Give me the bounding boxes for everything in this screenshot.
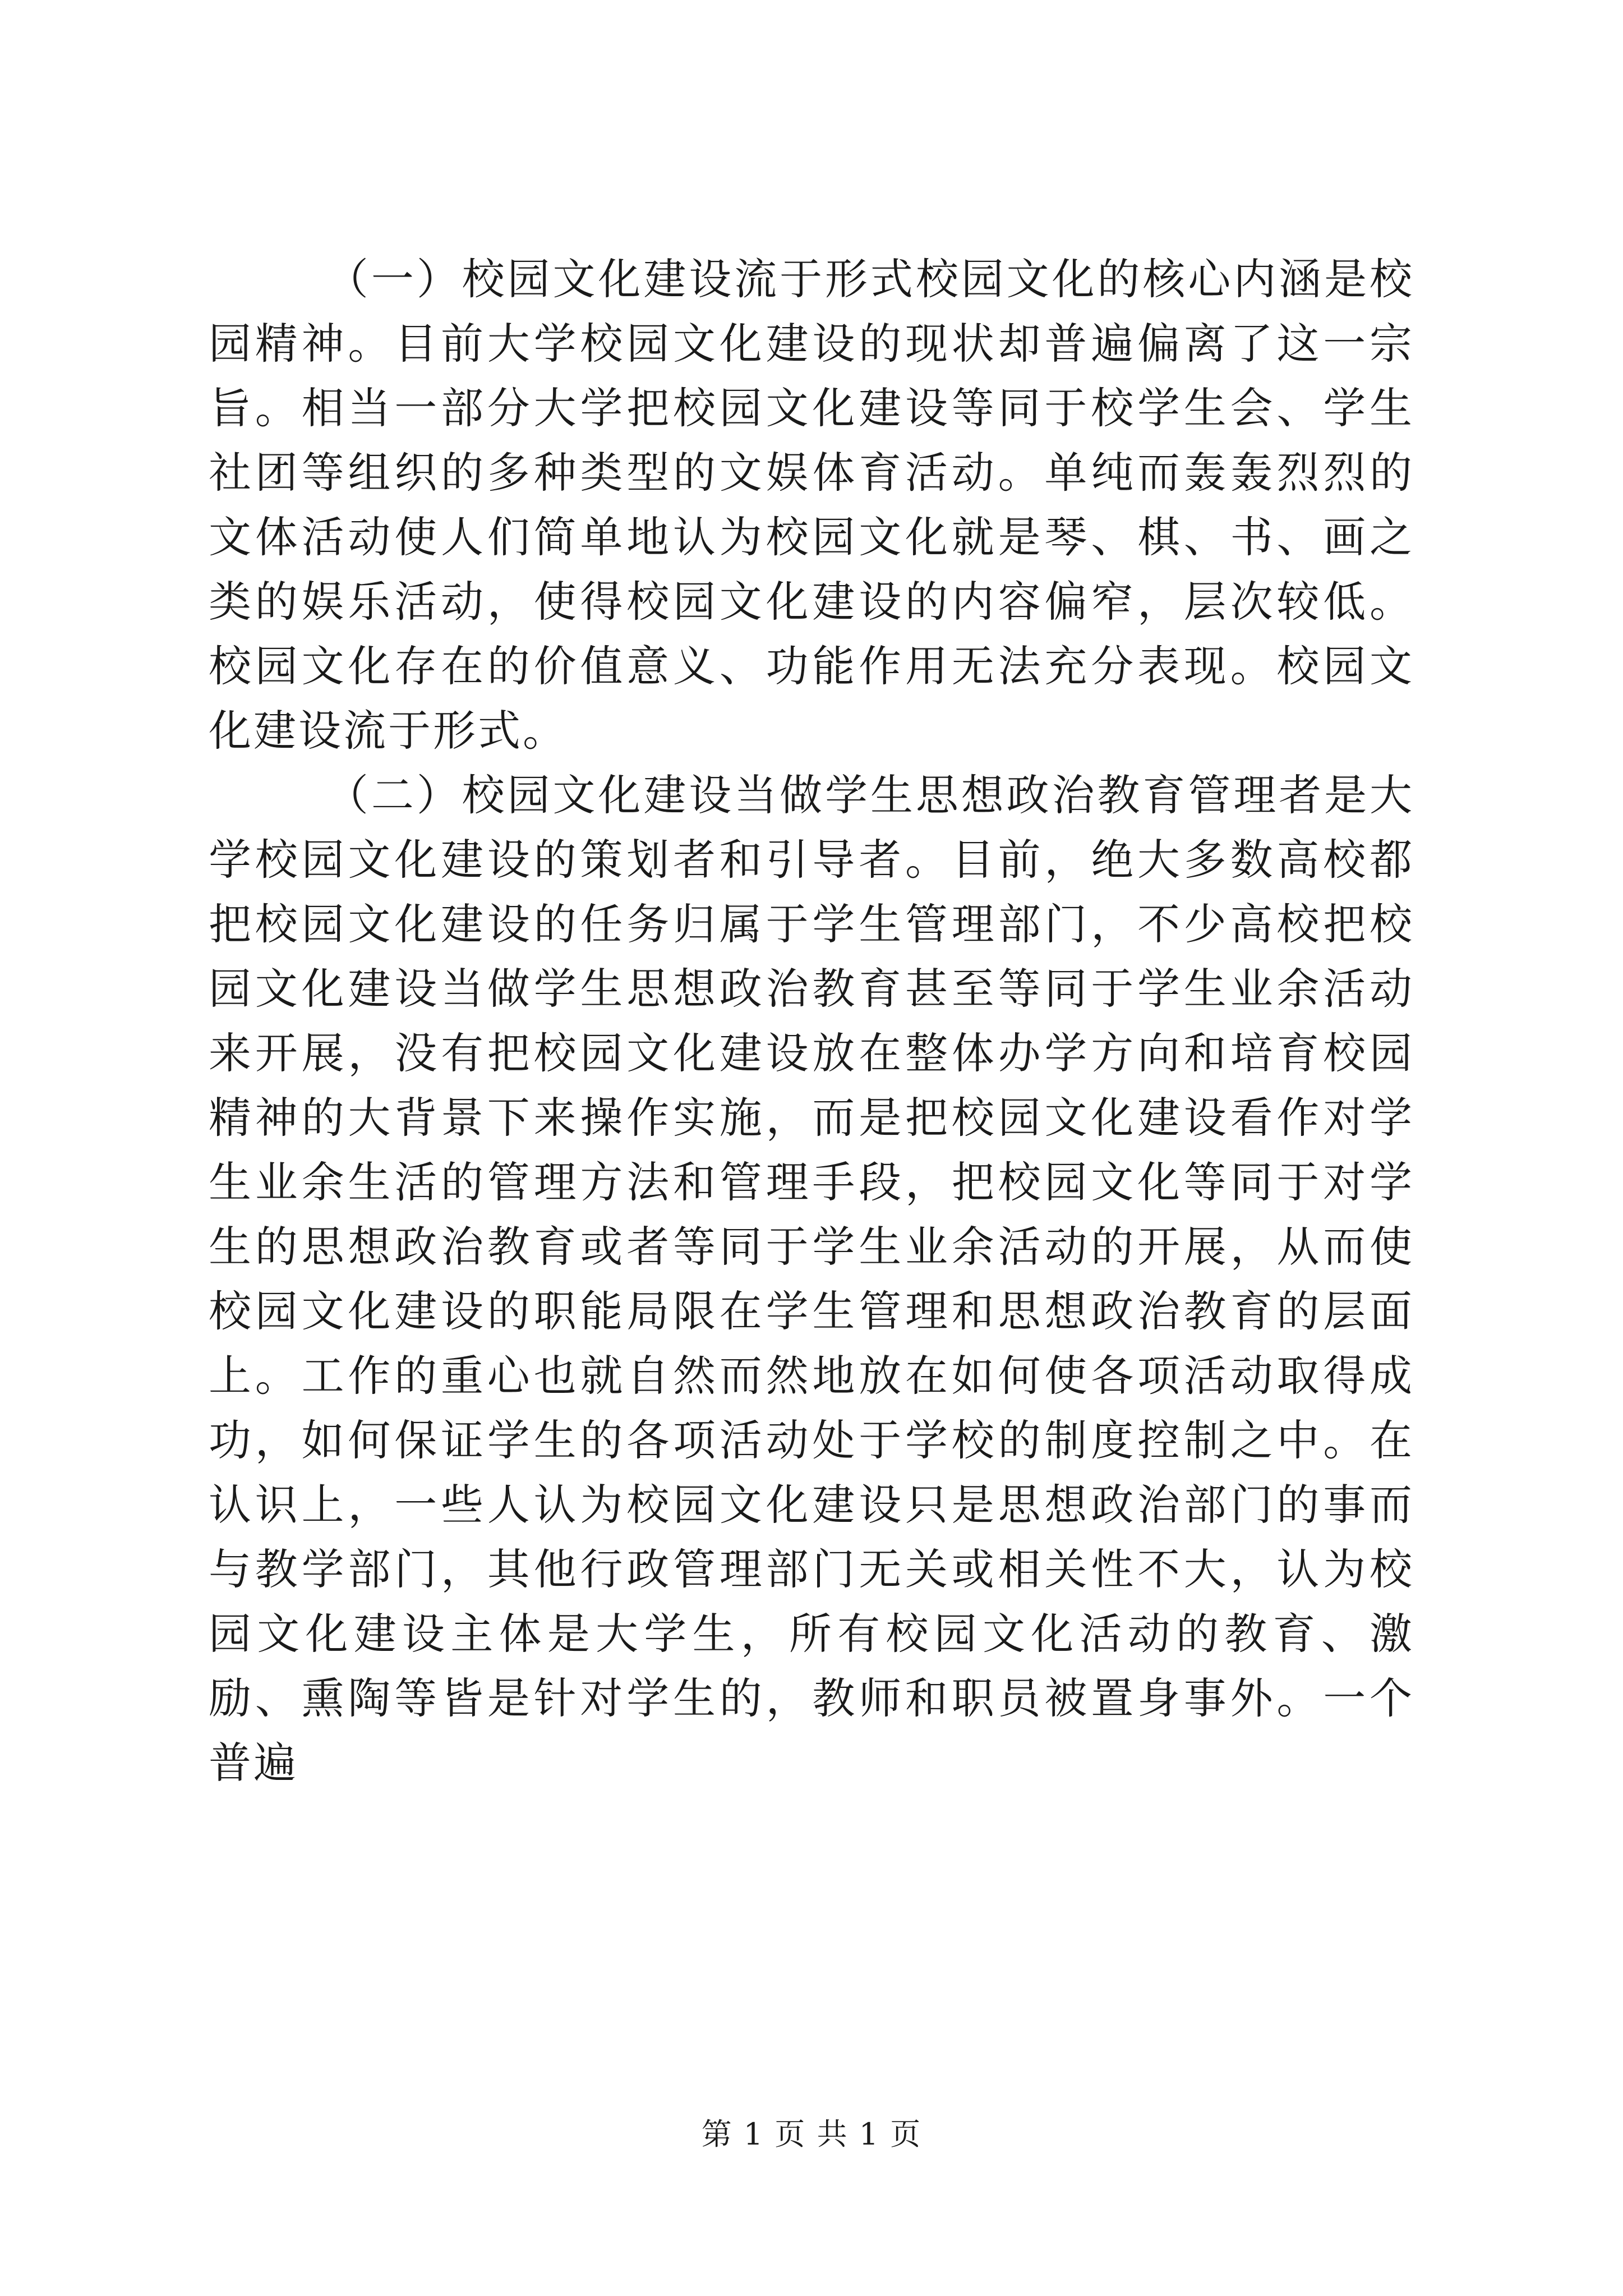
paragraph-1 <box>209 247 1414 763</box>
page-number-footer: 第 1 页 共 1 页 <box>701 2116 922 2152</box>
document-body <box>209 247 1414 1795</box>
paragraph-2 <box>209 763 1414 1795</box>
paragraph-2-text: （二）校园文化建设当做学生思想政治教育管理者是大学校园文化建设的策划者和引导者。目前，绝大多数高校都把校园文化建设的任务归属于学生管理部门，不少高校把校园文化建设当做学生思想政治教育甚至等同于学生业余活动来开展，没有把校园文化建设放在整体办学方向和培育校园精神的大背景下来操作实施，而是把校园文化建设看作对学生业余生活的管理方法和管理手段，把校园文化等同于对学生的思想政治教育或者等同于学生业余活动的开展，从而使校园文化建设的职能局限在学生管理和思想政治教育的层面上。工作的重心也就自然而然地放在如何使各项活动取得成功，如何保证学生的各项活动处于学校的制度控制之中。在认识上，一些人认为校园文化建设只是思想政治部门的事而与教学部门，其他行政管理部门无关或相关性不大，认为校园文化建设主体是大学生，所有校园文化活动的教育、激励、熏陶等皆是针对学生的，教师和职员被置身事外。一个普遍 <box>209 770 1414 1788</box>
paragraph-1-text: （一）校园文化建设流于形式校园文化的核心内涵是校园精神。目前大学校园文化建设的现状却普遍偏离了这一宗旨。相当一部分大学把校园文化建设等同于校学生会、学生社团等组织的多种类型的文娱体育活动。单纯而轰轰烈烈的文体活动使人们简单地认为校园文化就是琴、棋、书、画之类的娱乐活动，使得校园文化建设的内容偏窄，层次较低。校园文化存在的价值意义、功能作用无法充分表现。校园文化建设流于形式。 <box>209 254 1414 756</box>
